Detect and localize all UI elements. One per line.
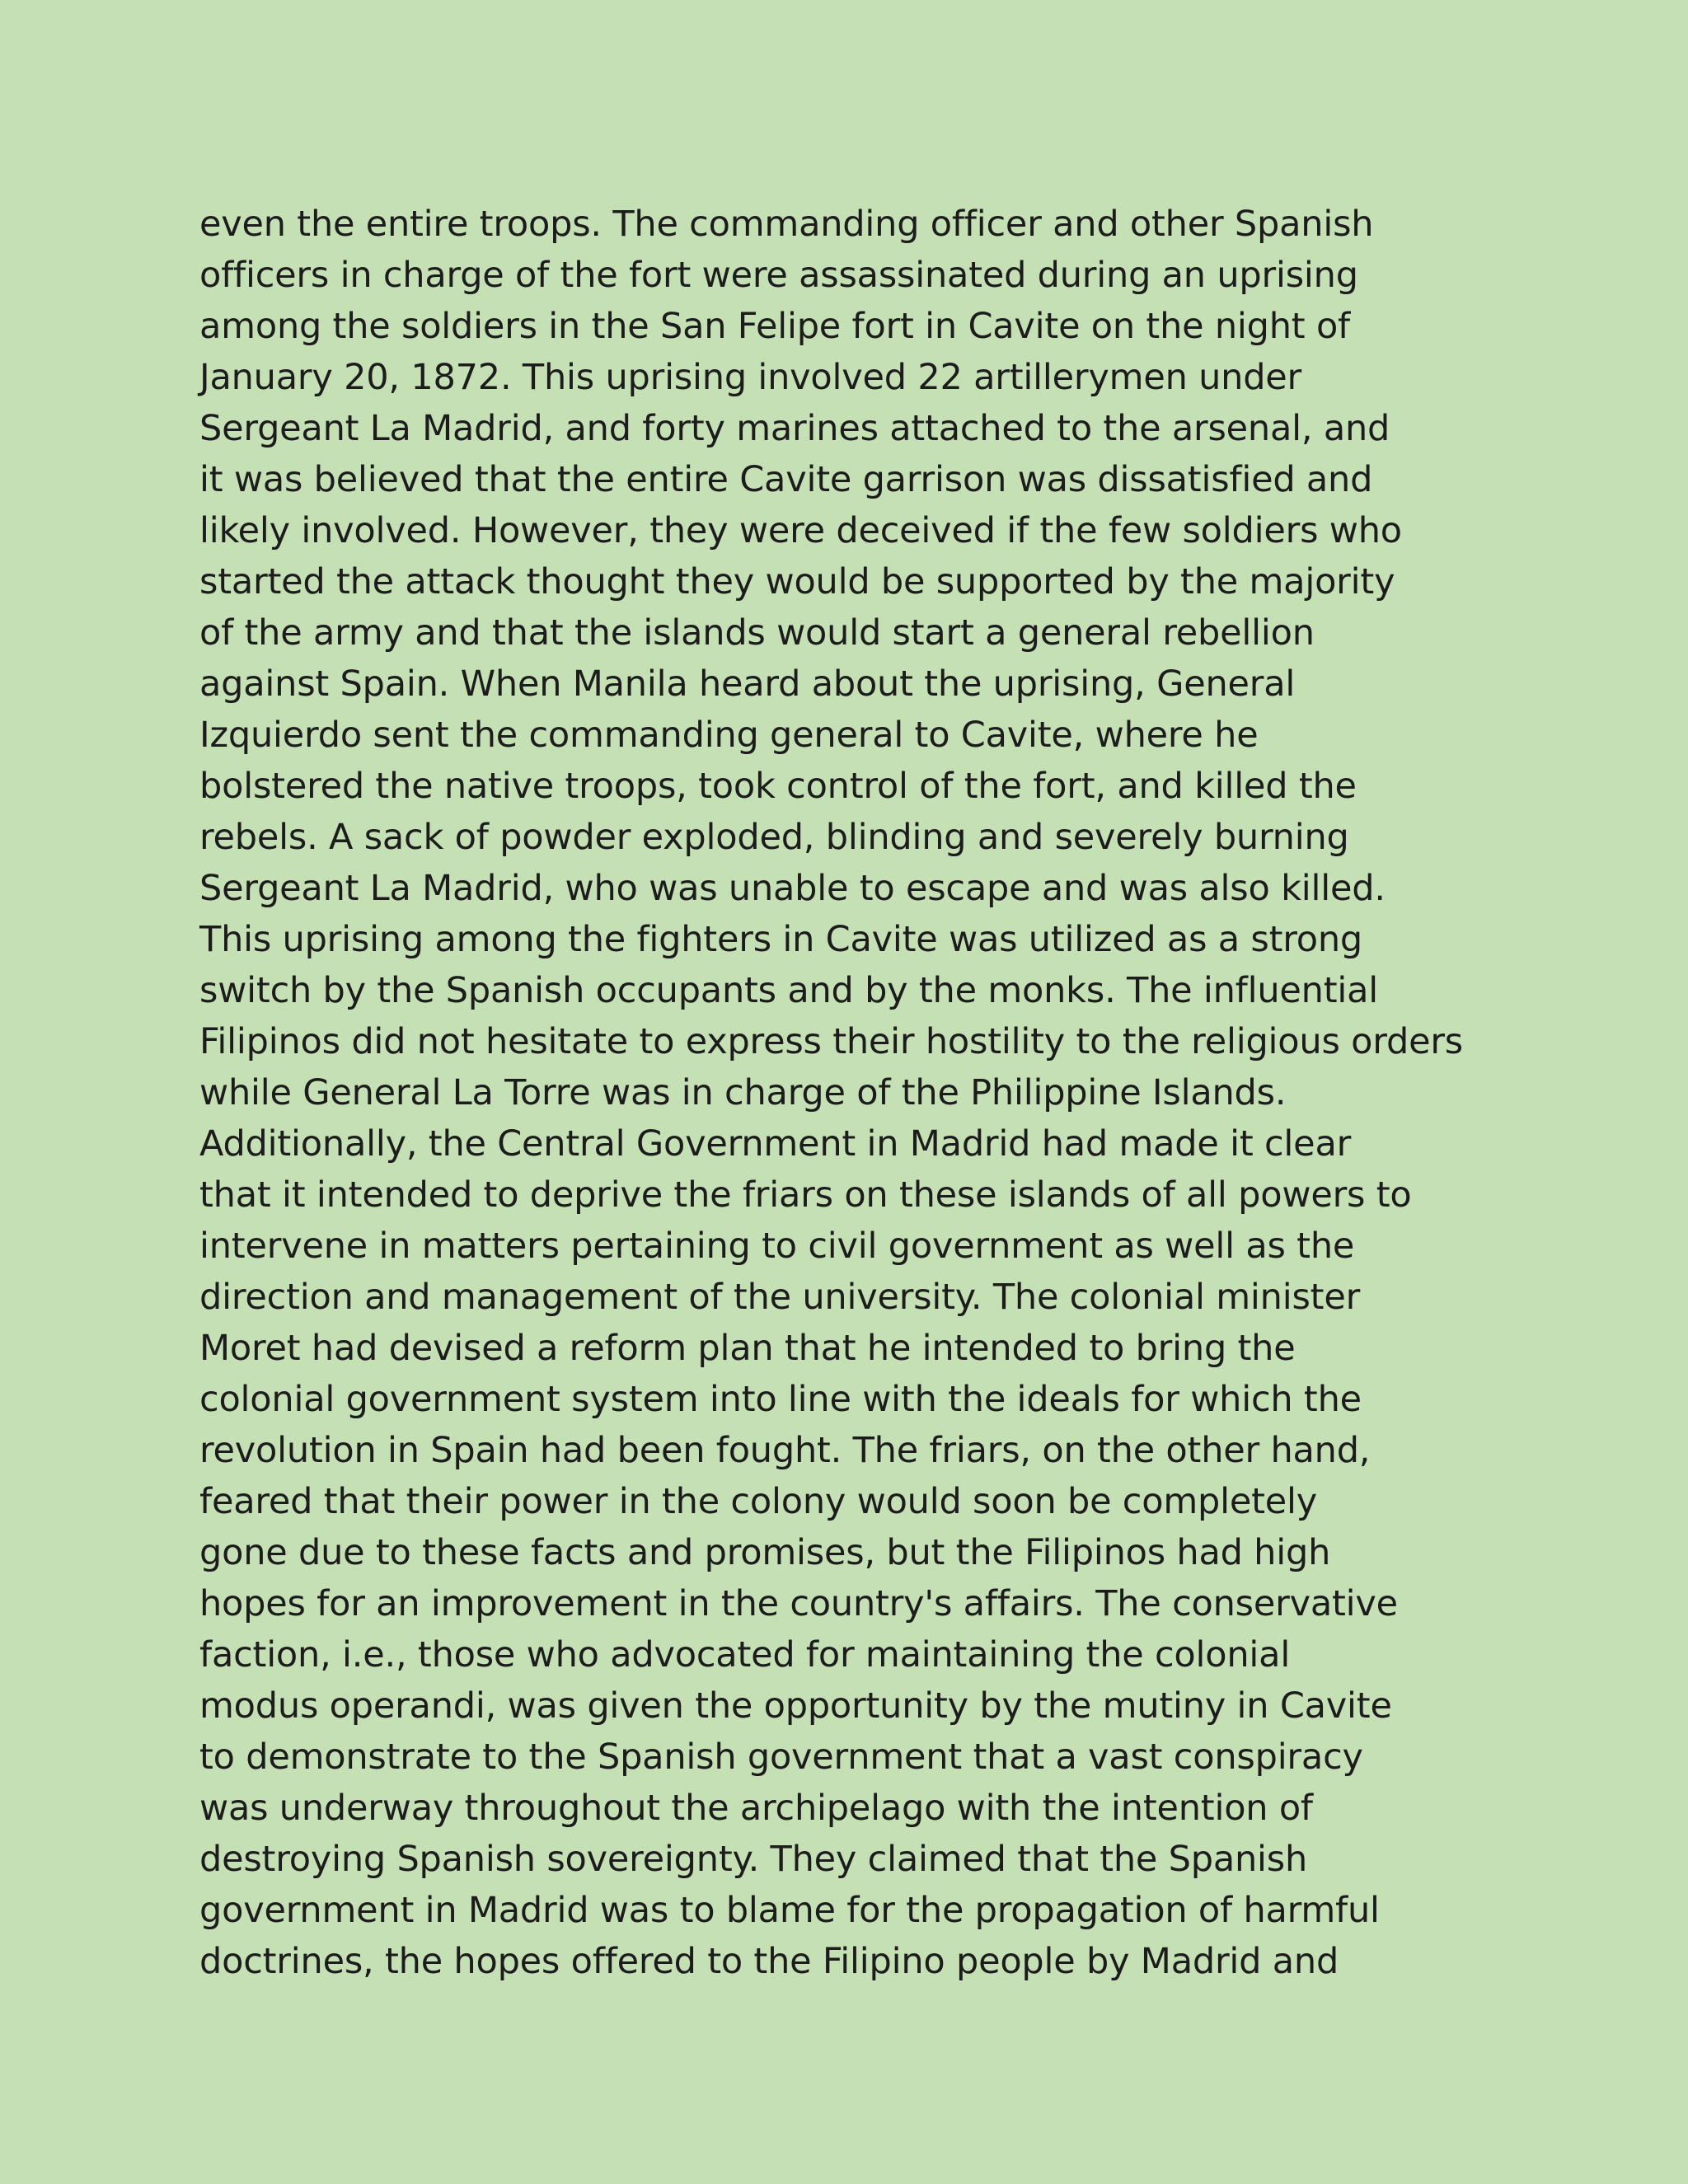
text-line: modus operandi, was given the opportunity by the mutiny in Cavite xyxy=(199,1685,1392,1727)
text-line: likely involved. However, they were deceived if the few soldiers who xyxy=(199,510,1402,551)
text-line: among the soldiers in the San Felipe fort in Cavite on the night of xyxy=(199,306,1350,347)
text-line: doctrines, the hopes offered to the Filipino people by Madrid and xyxy=(199,1941,1339,1982)
text-line: direction and management of the university. The colonial minister xyxy=(199,1277,1361,1318)
text-line: faction, i.e., those who advocated for maintaining the colonial xyxy=(199,1634,1291,1675)
text-line: Izquierdo sent the commanding general to Cavite, where he xyxy=(199,715,1259,756)
text-line: while General La Torre was in charge of the Philippine Islands. xyxy=(199,1072,1287,1113)
text-line: rebels. A sack of powder exploded, blinding and severely burning xyxy=(199,817,1349,858)
text-line: Additionally, the Central Government in Madrid had made it clear xyxy=(199,1123,1352,1165)
text-line: even the entire troops. The commanding officer and other Spanish xyxy=(199,204,1374,245)
text-line: government in Madrid was to blame for the propagation of harmful xyxy=(199,1890,1380,1931)
text-line: This uprising among the fighters in Cavite was utilized as a strong xyxy=(199,919,1363,960)
body-text xyxy=(199,199,1543,1987)
text-line: it was believed that the entire Cavite garrison was dissatisfied and xyxy=(199,459,1373,500)
text-line: Moret had devised a reform plan that he intended to bring the xyxy=(199,1328,1296,1369)
text-line: hopes for an improvement in the country's affairs. The conservative xyxy=(199,1583,1398,1624)
text-line: switch by the Spanish occupants and by the monks. The influential xyxy=(199,970,1379,1011)
text-line: colonial government system into line with the ideals for which the xyxy=(199,1379,1362,1420)
text-line: January 20, 1872. This uprising involved 22 artillerymen under xyxy=(199,357,1302,398)
text-line: was underway throughout the archipelago with the intention of xyxy=(199,1788,1313,1829)
text-line: Sergeant La Madrid, and forty marines attached to the arsenal, and xyxy=(199,408,1390,449)
text-line: to demonstrate to the Spanish government that a vast conspiracy xyxy=(199,1736,1363,1778)
text-line: officers in charge of the fort were assassinated during an uprising xyxy=(199,255,1358,296)
text-line: intervene in matters pertaining to civil government as well as the xyxy=(199,1226,1355,1267)
text-line: bolstered the native troops, took control of the fort, and killed the xyxy=(199,766,1357,807)
text-line: feared that their power in the colony would soon be completely xyxy=(199,1481,1318,1522)
text-line: Filipinos did not hesitate to express their hostility to the religious orders xyxy=(199,1021,1463,1062)
text-line: Sergeant La Madrid, who was unable to escape and was also killed. xyxy=(199,868,1386,909)
text-line: revolution in Spain had been fought. The friars, on the other hand, xyxy=(199,1430,1371,1471)
text-line: of the army and that the islands would start a general rebellion xyxy=(199,612,1315,654)
text-line: started the attack thought they would be supported by the majority xyxy=(199,561,1395,602)
text-line: destroying Spanish sovereignty. They claimed that the Spanish xyxy=(199,1839,1308,1880)
text-line: gone due to these facts and promises, but the Filipinos had high xyxy=(199,1532,1331,1573)
text-line: against Spain. When Manila heard about the uprising, General xyxy=(199,663,1296,705)
text-line: that it intended to deprive the friars on these islands of all powers to xyxy=(199,1174,1412,1216)
